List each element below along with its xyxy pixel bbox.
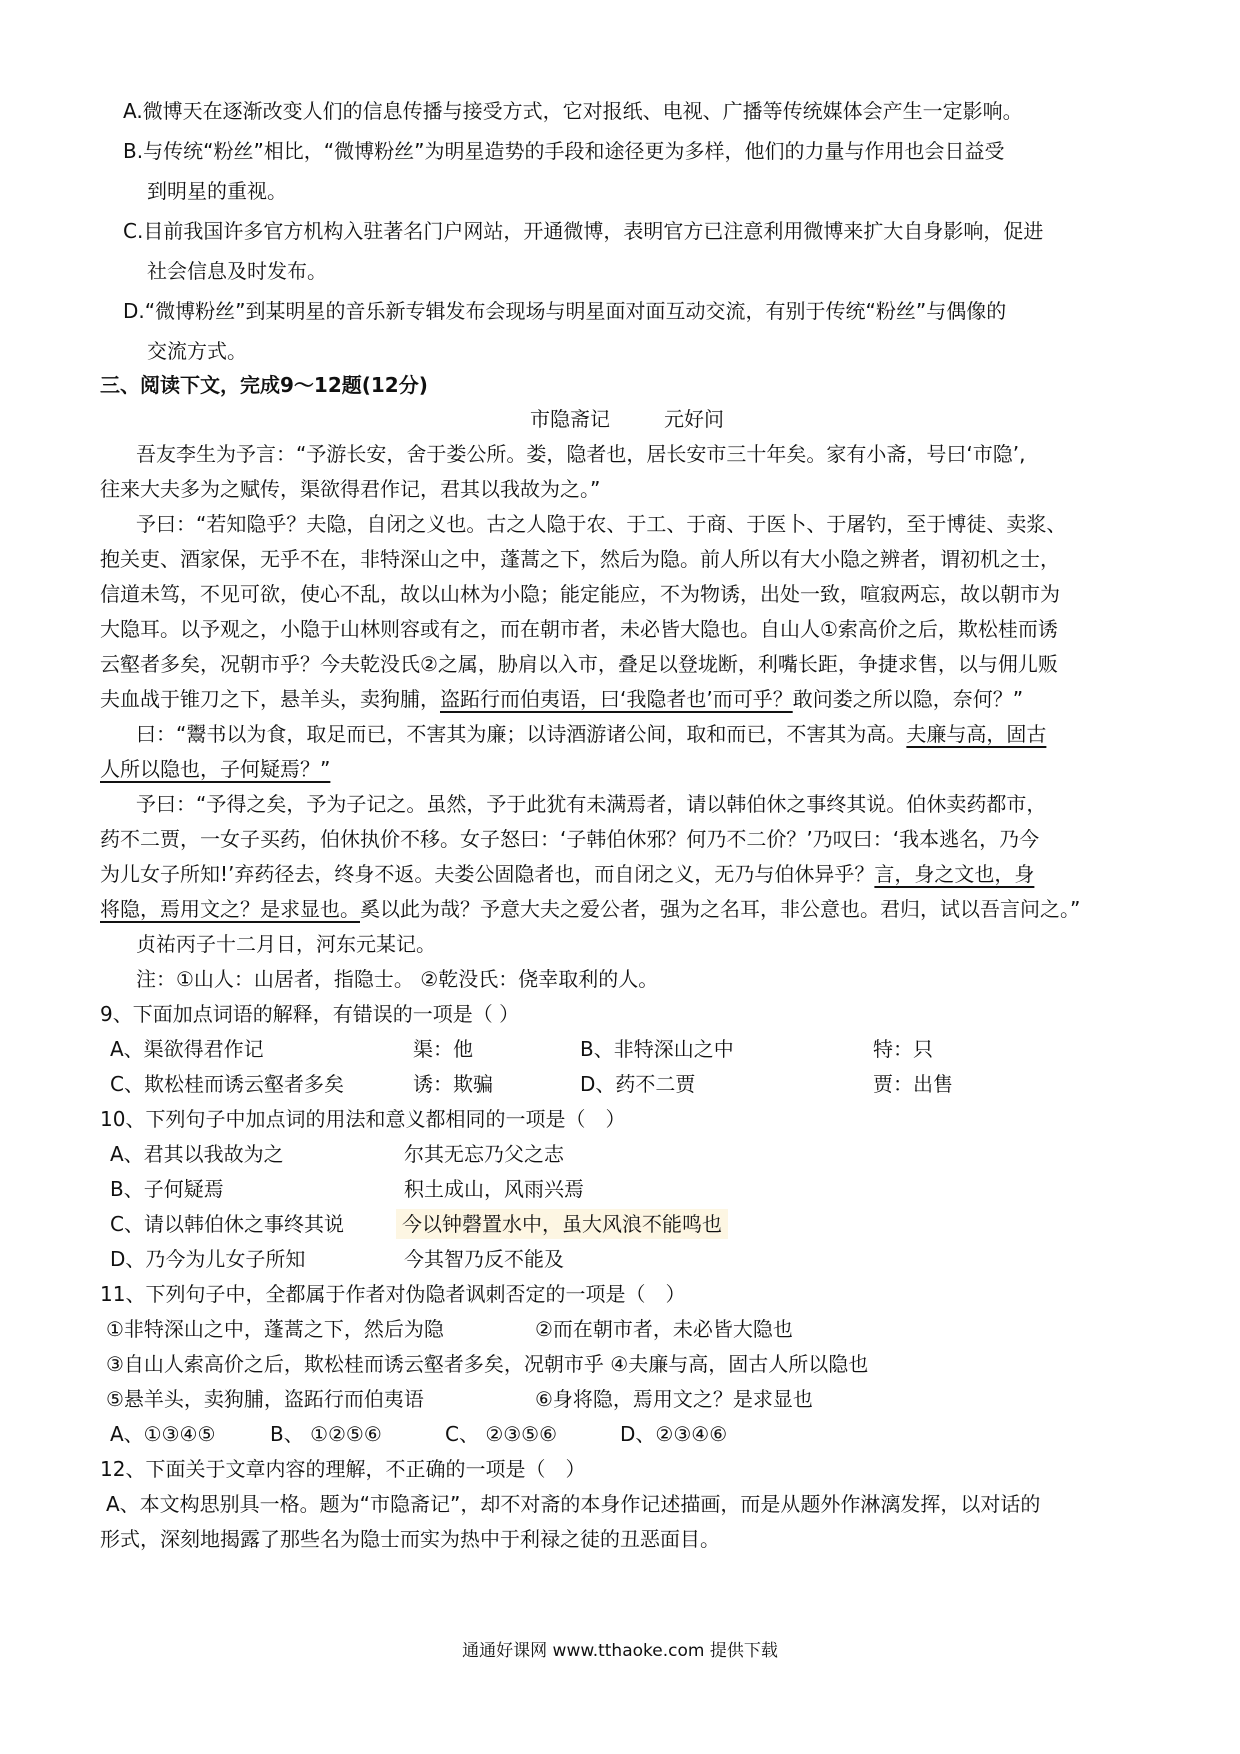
q10-option-d-compare: 今其智乃反不能及 [404, 1247, 564, 1271]
q11-item-2: ②而在朝市者，未必皆大隐也 [535, 1317, 793, 1341]
q11-item-6: ⑥身将隐，焉用文之？是求显也 [535, 1387, 813, 1411]
q9-option-c: C、欺松桂而诱云壑者多矣 [110, 1072, 344, 1096]
passage-text: 敢问娄之所以隐，奈何？” [792, 687, 1024, 711]
passage-line: 信道未笃，不见可欲，使心不乱，故以山林为小隐；能定能应，不为物诱，出处一致，喧寂两忘，故以朝市为 [100, 582, 1060, 606]
q9-option-d: D、药不二贾 [580, 1072, 696, 1096]
passage-line [100, 859, 1034, 889]
passage-line: 予曰：“予得之矣，予为子记之。虽然，予于此犹有未满焉者，请以韩伯休之事终其说。伯休卖药都市， [136, 792, 1047, 816]
passage-text: 奚以此为哉？予意大夫之爱公者，强为之名耳，非公意也。君归，试以吾言问之。” [360, 897, 1081, 921]
q8-option-b: B.与传统“粉丝”相比，“微博粉丝”为明星造势的手段和途径更为多样，他们的力量与作用也会日益受 [123, 139, 1005, 163]
q11-option-b: B、 ①②⑤⑥ [270, 1422, 382, 1446]
passage-title: 市隐斋记 [530, 407, 610, 431]
q10-stem: 10、下列句子中加点词的用法和意义都相同的一项是（ ） [100, 1107, 626, 1131]
q8-option-d-cont: 交流方式。 [147, 339, 247, 363]
q8-option-a: A.微博天在逐渐改变人们的信息传播与接受方式，它对报纸、电视、广播等传统媒体会产生一定影响。 [123, 99, 1023, 123]
passage-line: 予曰：“若知隐乎？夫隐，自闭之义也。古之人隐于农、于工、于商、于医卜、于屠钓，至于博徒、卖浆、 [136, 512, 1067, 536]
q11-item-5: ⑤悬羊头，卖狗脯，盗跖行而伯夷语 [106, 1387, 424, 1411]
passage-notes: 注：①山人：山居者，指隐士。 ②乾没氏：侥幸取利的人。 [136, 967, 659, 991]
q10-option-c: C、请以韩伯休之事终其说 [110, 1212, 344, 1236]
page-footer: 通通好课网 www.tthaoke.com 提供下载 [462, 1641, 778, 1661]
q10-option-b: B、子何疑焉 [110, 1177, 224, 1201]
q8-option-c: C.目前我国许多官方机构入驻著名门户网站，开通微博，表明官方已注意利用微博来扩大自身影响，促进 [123, 219, 1044, 243]
q11-item-3-4: ③自山人索高价之后，欺松桂而诱云壑者多矣，况朝市乎 ④夫廉与高，固古人所以隐也 [106, 1352, 869, 1376]
q10-option-c-compare: 今以钟磬置水中，虽大风浪不能鸣也 [396, 1209, 728, 1239]
section-3-heading: 三、阅读下文，完成9～12题(12分) [100, 373, 428, 397]
q8-option-d: D.“微博粉丝”到某明星的音乐新专辑发布会现场与明星面对面互动交流，有别于传统“粉丝”与偶像的 [123, 299, 1007, 323]
q11-option-a: A、①③④⑤ [110, 1422, 216, 1446]
underlined-sentence: 夫廉与高，固古 [906, 722, 1047, 746]
passage-author: 元好问 [664, 407, 724, 431]
passage-line: 往来大夫多为之赋传，渠欲得君作记，君其以我故为之。” [100, 477, 601, 501]
q9-option-c-gloss: 诱：欺骗 [413, 1072, 493, 1096]
q10-option-b-compare: 积土成山，风雨兴焉 [404, 1177, 584, 1201]
q9-option-a-gloss: 渠：他 [413, 1037, 473, 1061]
passage-line: 吾友李生为予言：“予游长安，舍于娄公所。娄，隐者也，居长安市三十年矣。家有小斋，号曰‘市隐’, [136, 442, 1026, 466]
q9-option-b: B、非特深山之中 [580, 1037, 734, 1061]
underlined-sentence: 言，身之文也，身 [874, 862, 1035, 886]
q9-option-b-gloss: 特：只 [873, 1037, 933, 1061]
q8-option-b-cont: 到明星的重视。 [147, 179, 287, 203]
passage-line: 抱关吏、酒家保，无乎不在，非特深山之中，蓬蒿之下，然后为隐。前人所以有大小隐之辨者，谓初机之士， [100, 547, 1060, 571]
q11-item-1: ①非特深山之中，蓬蒿之下，然后为隐 [106, 1317, 444, 1341]
underlined-sentence: 人所以隐也，子何疑焉？” [100, 757, 331, 781]
q12-option-a: A、本文构思别具一格。题为“市隐斋记”，却不对斋的本身作记述描画，而是从题外作淋漓发挥，以对话的 [106, 1492, 1041, 1516]
q9-option-d-gloss: 贾：出售 [873, 1072, 953, 1096]
underlined-sentence: 将隐，焉用文之？是求显也。 [100, 897, 360, 921]
underlined-sentence: 盗跖行而伯夷语，曰‘我隐者也’而可乎？ [440, 687, 793, 711]
passage-line [100, 684, 1023, 714]
passage-text: 为儿女子所知!’弃药径去，终身不返。夫娄公固隐者也，而自闭之义，无乃与伯休异乎？ [100, 862, 875, 886]
passage-line: 大隐耳。以予观之，小隐于山林则容或有之，而在朝市者，未必皆大隐也。自山人①索高价之后，欺松桂而诱 [100, 617, 1058, 641]
q10-option-a-compare: 尔其无忘乃父之志 [404, 1142, 564, 1166]
q9-option-a: A、渠欲得君作记 [110, 1037, 264, 1061]
q8-option-c-cont: 社会信息及时发布。 [147, 259, 327, 283]
q9-stem: 9、下面加点词语的解释，有错误的一项是（ ） [100, 1002, 520, 1026]
q12-stem: 12、下面关于文章内容的理解，不正确的一项是（ ） [100, 1457, 586, 1481]
q10-option-a: A、君其以我故为之 [110, 1142, 284, 1166]
q12-option-a-cont: 形式，深刻地揭露了那些名为隐士而实为热中于利禄之徒的丑恶面目。 [100, 1527, 720, 1551]
passage-text: 曰：“鬻书以为食，取足而已，不害其为廉；以诗酒游诸公间，取和而已，不害其为高。 [136, 722, 907, 746]
q11-stem: 11、下列句子中，全都属于作者对伪隐者讽刺否定的一项是（ ） [100, 1282, 686, 1306]
passage-line: 药不二贾，一女子买药，伯休执价不移。女子怒曰：‘子韩伯休邪？何乃不二价？’乃叹曰：‘我本逃名，乃今 [100, 827, 1040, 851]
passage-text: 夫血战于锥刀之下，悬羊头，卖狗脯， [100, 687, 440, 711]
q11-option-c: C、 ②③⑤⑥ [445, 1422, 558, 1446]
q10-option-d: D、乃今为儿女子所知 [110, 1247, 306, 1271]
passage-line: 云壑者多矣，况朝市乎？今夫乾没氏②之属，胁肩以入市，叠足以登垅断，利嘴长距，争捷求售，以与佣儿贩 [100, 652, 1058, 676]
passage-date: 贞祐丙子十二月日，河东元某记。 [136, 932, 436, 956]
passage-line [100, 894, 1080, 924]
q11-option-d: D、②③④⑥ [620, 1422, 728, 1446]
passage-line [136, 719, 1046, 749]
